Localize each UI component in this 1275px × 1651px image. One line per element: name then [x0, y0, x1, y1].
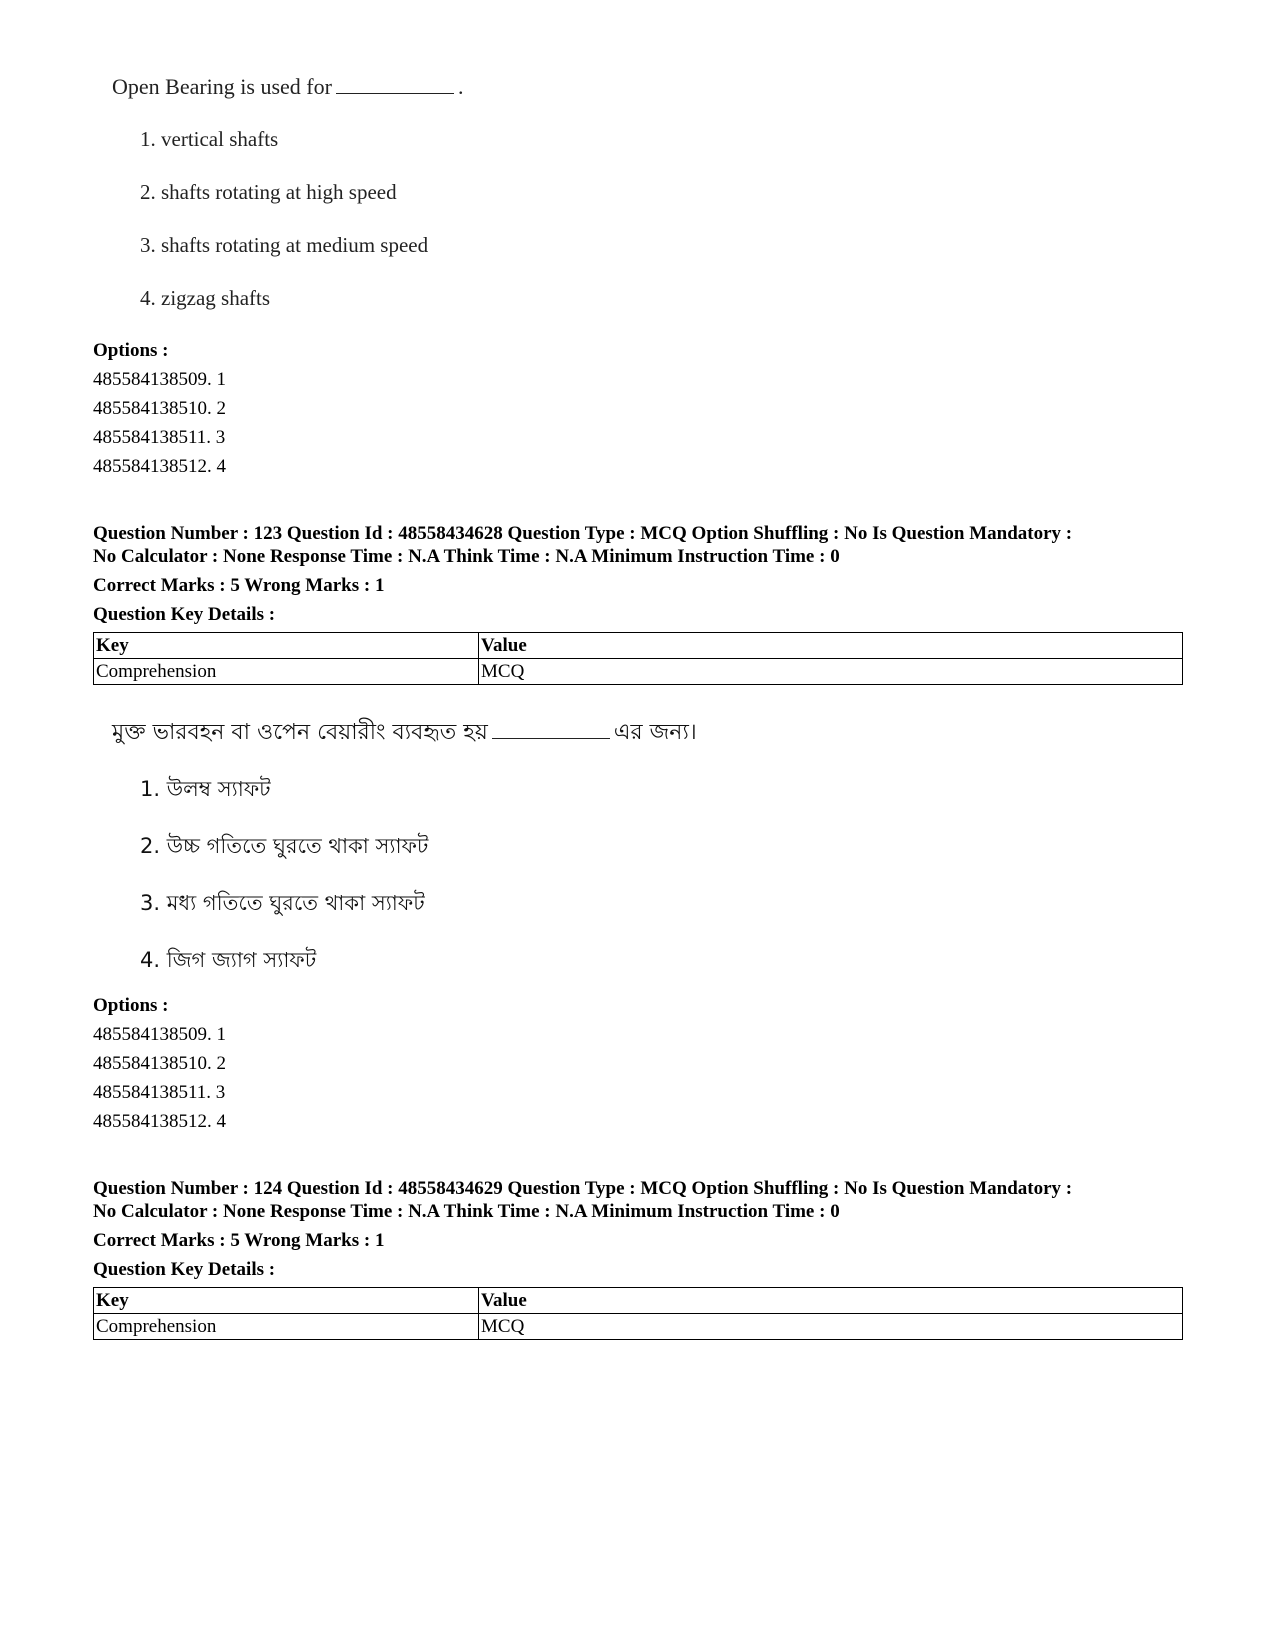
- table-cell-value: MCQ: [479, 659, 1183, 685]
- table-header-value: Value: [479, 633, 1183, 659]
- question-option: 2. shafts rotating at high speed: [140, 180, 397, 204]
- option-item: 485584138510. 2: [93, 398, 226, 419]
- stem-end: .: [457, 74, 464, 99]
- question-option: 2. উচ্চ গতিতে ঘুরতে থাকা স্যাফট: [140, 834, 429, 858]
- question-stem: [112, 715, 697, 752]
- stem-text: মুক্ত ভারবহন বা ওপেন বেয়ারীং ব্যবহৃত হয়: [112, 720, 488, 745]
- question-meta-line1: Question Number : 123 Question Id : 48558434628 Question Type : MCQ Option Shuffling : No Is Question Mandatory :: [93, 523, 1073, 544]
- answer-blank: [336, 93, 454, 94]
- question-key-details: Question Key Details :: [93, 604, 276, 625]
- table-row: [94, 659, 1183, 685]
- stem-text: Open Bearing is used for: [112, 74, 332, 99]
- options-heading: Options :: [93, 340, 169, 361]
- question-key-details: Question Key Details :: [93, 1259, 276, 1280]
- options-list: [93, 365, 226, 481]
- option-item: 485584138511. 3: [93, 427, 226, 448]
- option-item: 485584138510. 2: [93, 1053, 226, 1074]
- options-heading: Options :: [93, 995, 169, 1016]
- question-meta-line2: No Calculator : None Response Time : N.A Think Time : N.A Minimum Instruction Time : 0: [93, 546, 840, 567]
- table-cell-key: Comprehension: [94, 1314, 479, 1340]
- stem-end: এর জন্য।: [613, 720, 697, 745]
- table-cell-key: Comprehension: [94, 659, 479, 685]
- table-row: [94, 1314, 1183, 1340]
- options-list: [93, 1020, 226, 1136]
- question-stem: [112, 74, 463, 100]
- question-option: 4. zigzag shafts: [140, 286, 271, 310]
- question-option: 1. উলম্ব স্যাফট: [140, 777, 271, 801]
- question-meta-line1: Question Number : 124 Question Id : 48558434629 Question Type : MCQ Option Shuffling : No Is Question Mandatory :: [93, 1178, 1073, 1199]
- key-value-table: [93, 632, 1183, 685]
- question-option: 4. জিগ জ্যাগ স্যাফট: [140, 948, 317, 972]
- table-header-value: Value: [479, 1288, 1183, 1314]
- option-item: 485584138511. 3: [93, 1082, 226, 1103]
- question-option: 1. vertical shafts: [140, 127, 279, 151]
- answer-blank: [492, 738, 610, 739]
- table-header-key: Key: [94, 633, 479, 659]
- question-option: 3. মধ্য গতিতে ঘুরতে থাকা স্যাফট: [140, 891, 425, 915]
- option-item: 485584138512. 4: [93, 1111, 226, 1132]
- question-option: 3. shafts rotating at medium speed: [140, 233, 429, 257]
- table-header-row: [94, 633, 1183, 659]
- question-marks: Correct Marks : 5 Wrong Marks : 1: [93, 1230, 385, 1251]
- option-item: 485584138512. 4: [93, 456, 226, 477]
- table-header-row: [94, 1288, 1183, 1314]
- question-meta-line2: No Calculator : None Response Time : N.A Think Time : N.A Minimum Instruction Time : 0: [93, 1201, 840, 1222]
- question-marks: Correct Marks : 5 Wrong Marks : 1: [93, 575, 385, 596]
- table-cell-value: MCQ: [479, 1314, 1183, 1340]
- option-item: 485584138509. 1: [93, 369, 226, 390]
- option-item: 485584138509. 1: [93, 1024, 226, 1045]
- table-header-key: Key: [94, 1288, 479, 1314]
- key-value-table: [93, 1287, 1183, 1340]
